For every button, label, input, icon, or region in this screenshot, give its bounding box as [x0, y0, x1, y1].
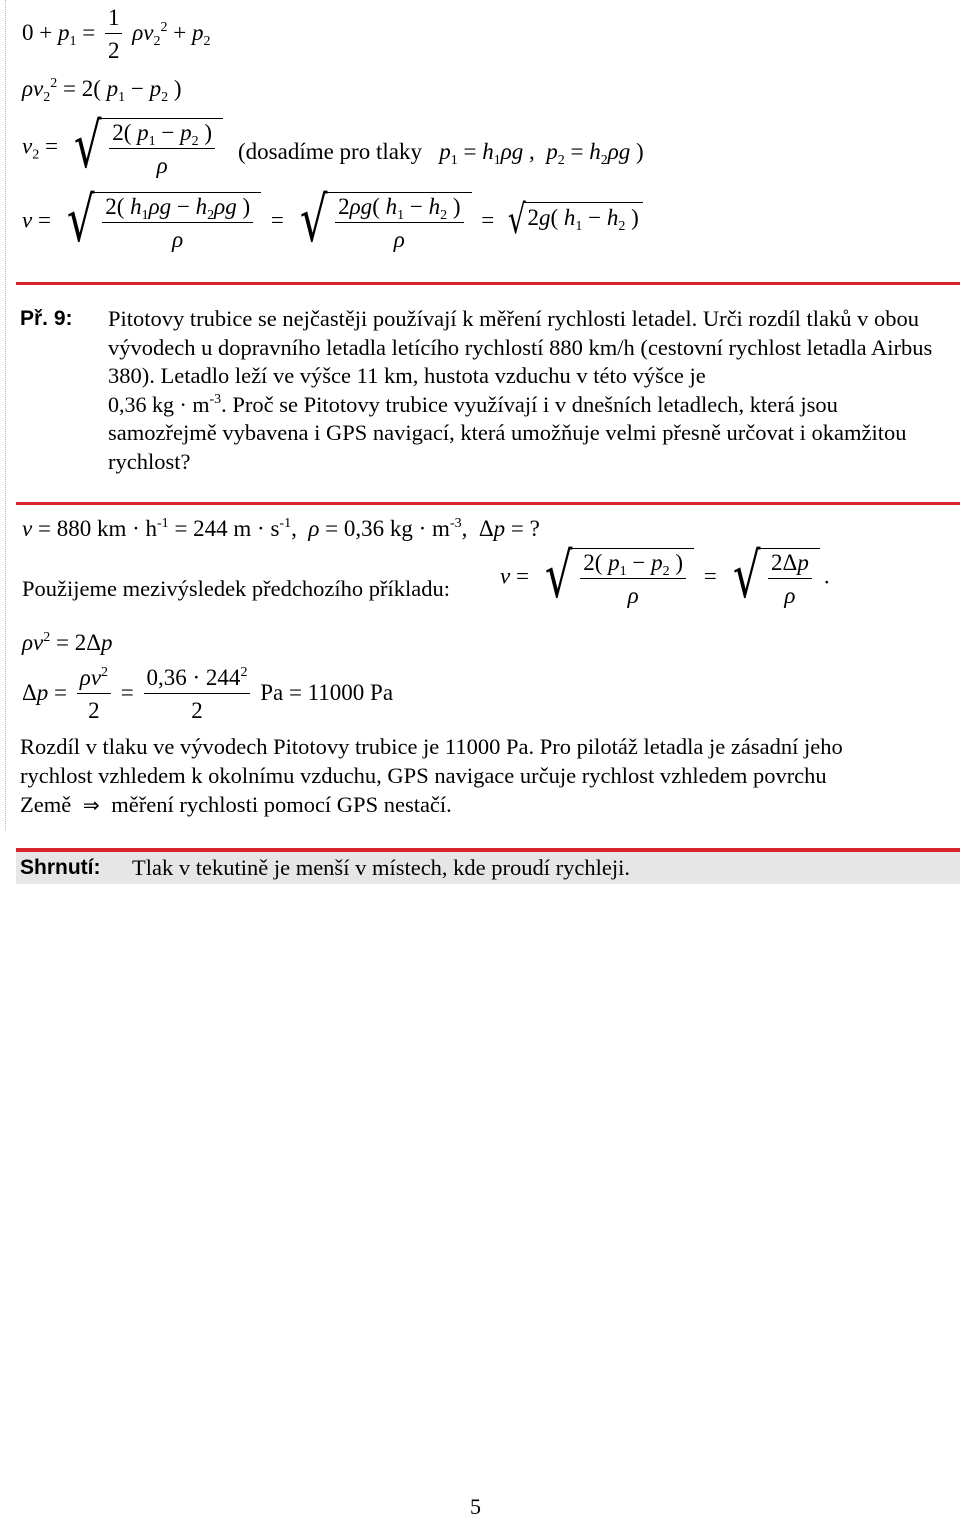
- conclusion-line-2: rychlost vzhledem k okolnímu vzduchu, GPS navigace určuje rychlost vzhledem povrchu: [20, 763, 827, 788]
- conclusion-line-1: Rozdíl v tlaku ve vývodech Pitotovy trubice je 11000 Pa. Pro pilotáž letadla je zásadní jeho: [20, 734, 843, 759]
- intro-text: Použijeme mezivýsledek předchozího příkladu:: [22, 576, 450, 601]
- implies-arrow-icon: ⇒: [82, 793, 100, 817]
- substitution-note: (dosadíme pro tlaky $p_1 = h_1\rho g$ , $p_2 = h_2\rho g$ ): [238, 139, 644, 168]
- equation-bernoulli: $0 + p_1$ = $\frac{1}{2}$ $\rho v_2^2 + p_2$: [22, 5, 211, 63]
- calc-result: Pa = 11000 Pa: [260, 679, 394, 705]
- density-exponent: -3: [209, 391, 222, 407]
- equation-rho-v2: $\rho v_2^2 = 2$( $p_1 - p_2$ ): [22, 76, 182, 105]
- summary-text: Tlak v tekutině je menší v místech, kde proudí rychleji.: [132, 855, 630, 880]
- summary-label: Shrnutí:: [20, 856, 101, 879]
- substitution-note-text: (dosadíme pro tlaky: [238, 139, 422, 164]
- equation-v2: $v_2$ = √ $\frac{2( p_1 - p_2 )}{\rho}$: [22, 118, 227, 178]
- given-values: v = 880 km · $h^{-1} = 244$ $m \cdot s^{-1}$, ρ = 0,36 kg · $m^{-3}$, Δp = ?: [22, 516, 540, 541]
- example-bottom-rule: [16, 502, 960, 505]
- equation-v-final: v = √ $\frac{2( h_1\rho g - h_2\rho g )}{\rho}$ = √ $\frac{2\rho g( h_1 - h_2 )}{\rho}$ = √ 2g( $h_1 - h_2$ ): [22, 192, 647, 252]
- equation-v-dp: v = √ $\frac{2( p_1 - p_2 )}{\rho}$ = √ $\frac{2\Delta p}{\rho}$ .: [500, 539, 830, 612]
- density-value: [108, 392, 221, 417]
- given-v-exp: -1: [157, 516, 169, 531]
- given-v: 880 km · h: [56, 516, 158, 541]
- example-top-rule: [16, 282, 960, 285]
- conclusion-earth: Země: [20, 792, 72, 817]
- given-v-si-exp: -1: [279, 516, 292, 531]
- example-label: Př. 9:: [20, 307, 73, 330]
- calc-numerator: 0,36 · 244: [146, 665, 241, 690]
- conclusion-tail: měření rychlosti pomocí GPS nestačí.: [111, 792, 452, 817]
- given-v-si: 244 m · s: [193, 516, 280, 541]
- density-value-text: 0,36 kg · m: [108, 391, 210, 417]
- equation-dp-result: Δp = $\frac{\rho v^2}{2}$ = $\frac{0,36 \cdot 244^2}{2}$ Pa = 11000 Pa: [22, 665, 394, 723]
- problem-text-1: Pitotovy trubice se nejčastěji používají k měření rychlosti letadel. Urči rozdíl tlaků v obou vývodech u dopravního letadla letícího rychlostí 880 km/h (cestovní rychlost letadla Airbus 380). Letadlo leží ve výšce 11 km, hustota vzduchu v této výšce je: [108, 306, 933, 388]
- problem-text-2: . Proč se Pitotovy trubice využívají i v dnešních letadlech, která jsou samozřejmě vybavena i GPS navigací, která umožňuje velmi přesně určovat i okamžitou rychlost?: [108, 391, 907, 474]
- page-number: 5: [470, 1494, 481, 1519]
- substitution-close: ): [636, 139, 644, 164]
- given-rho: 0,36 kg · m: [343, 516, 450, 541]
- given-rho-exp: -3: [449, 516, 462, 531]
- margin-guide: [5, 0, 6, 830]
- example-problem-text: [108, 305, 938, 476]
- equation-rho-v-dp: $\rho v^2 = 2\Delta p$: [22, 630, 113, 655]
- conclusion-line-3: [20, 792, 452, 818]
